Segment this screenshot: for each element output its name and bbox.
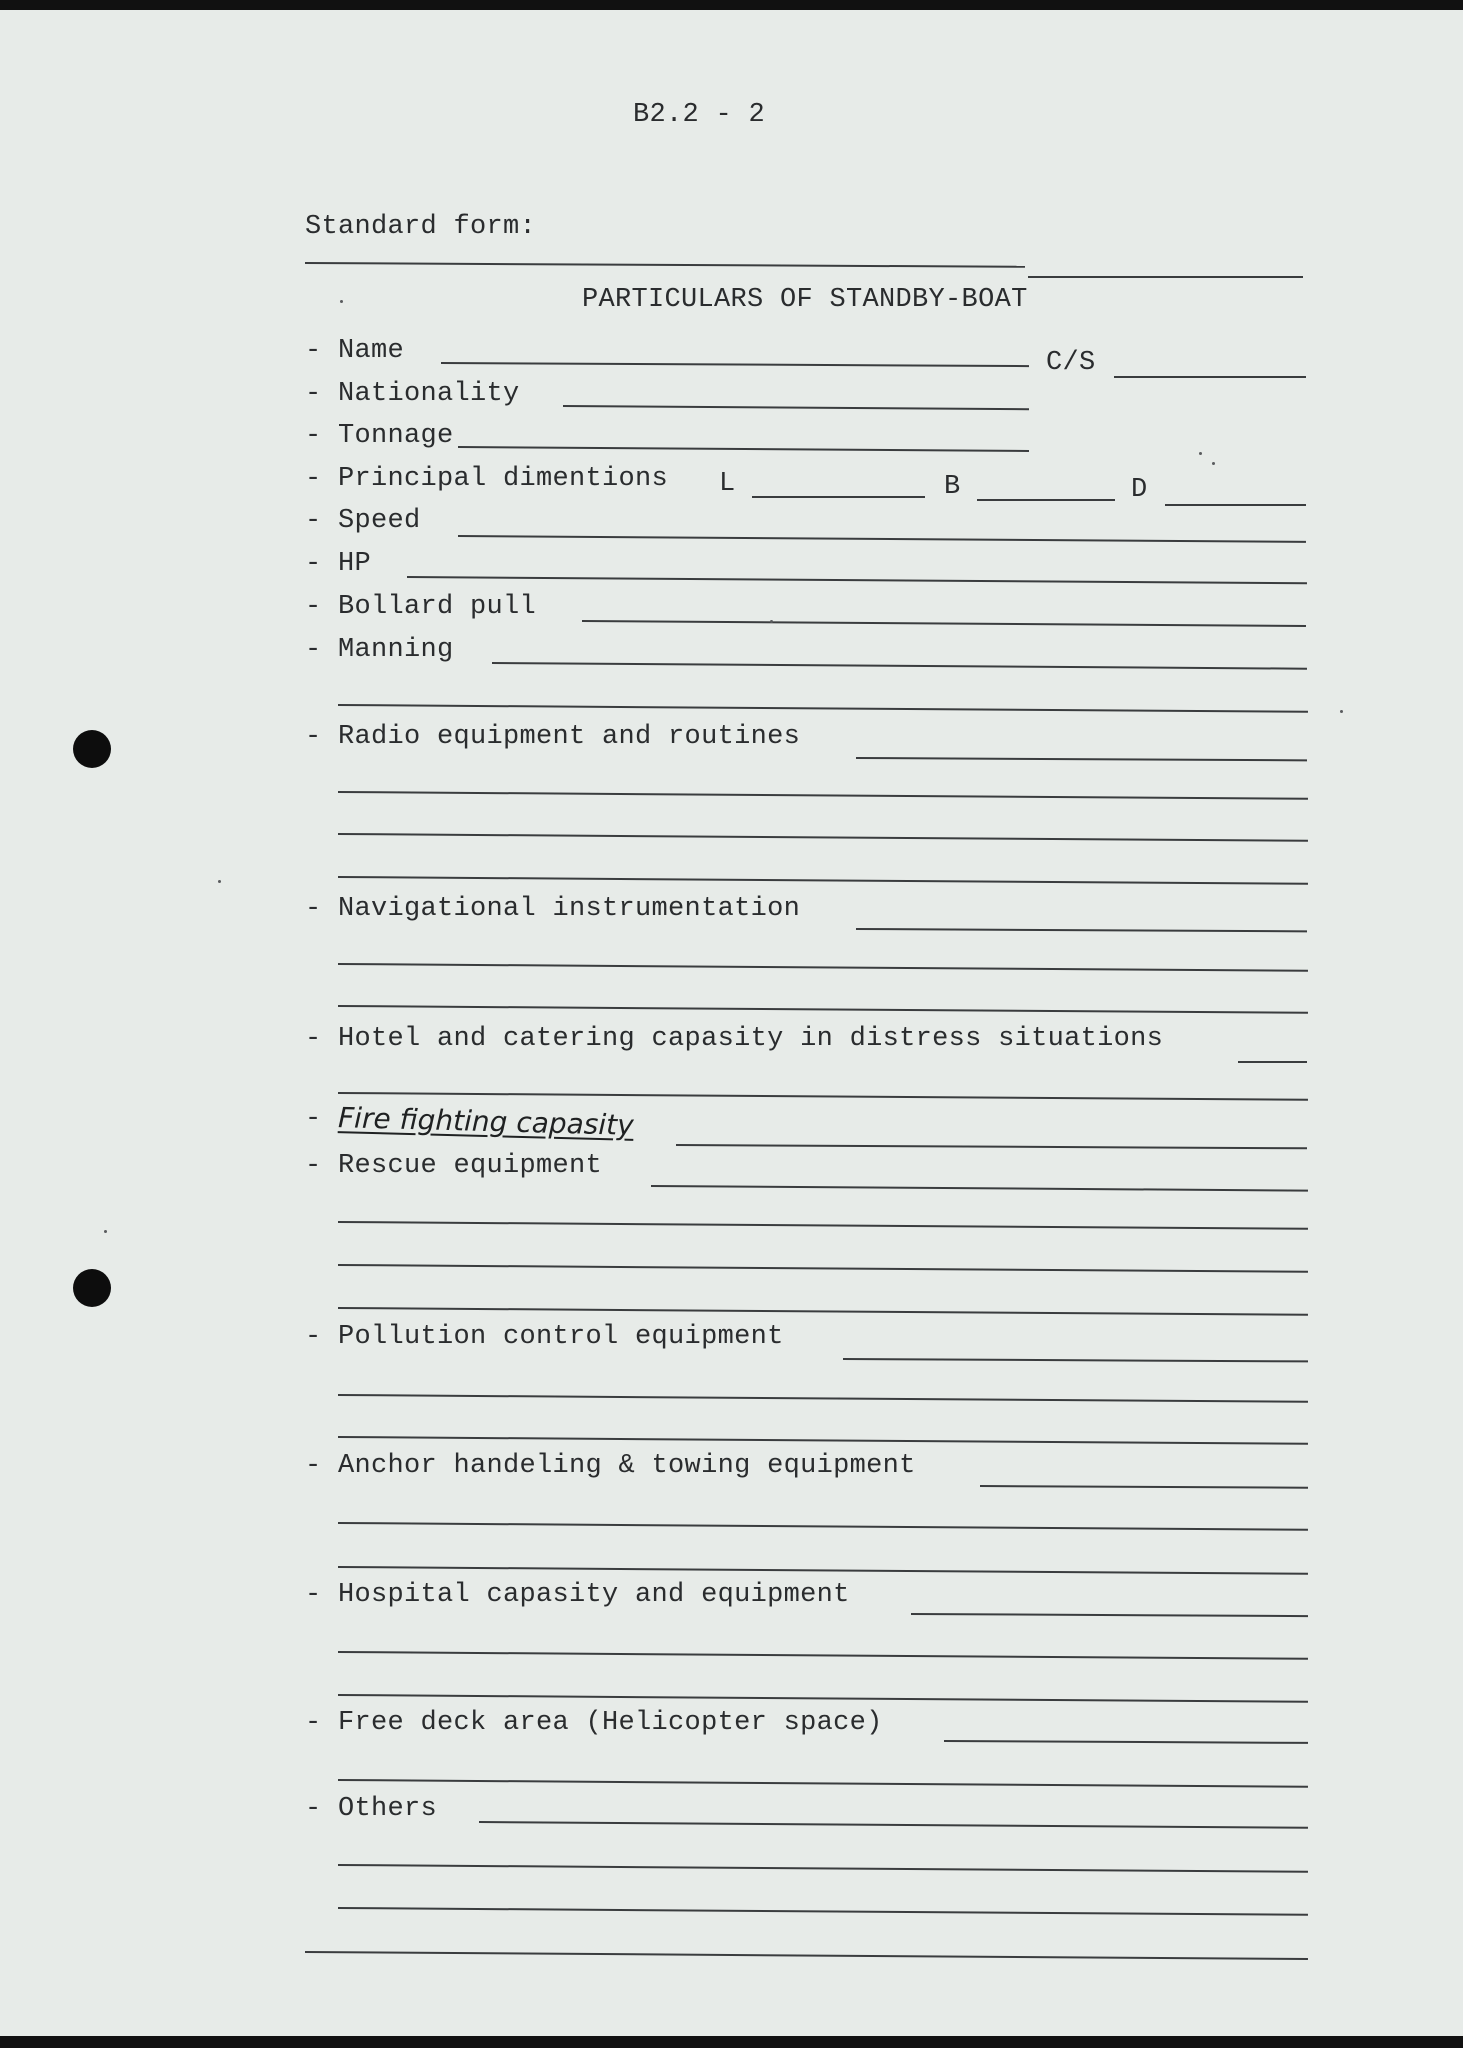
navigational-field-line[interactable] (338, 1005, 1308, 1014)
scan-speck (1340, 710, 1343, 713)
binder-hole-top (73, 730, 111, 768)
rescue-field-line[interactable] (651, 1185, 1308, 1192)
speed-field-line[interactable] (458, 535, 1306, 543)
hotel-catering-field-line[interactable] (1238, 1061, 1307, 1063)
radio-field-line[interactable] (338, 833, 1308, 842)
pollution-field-line[interactable] (338, 1394, 1308, 1403)
dimention-d-field-line[interactable] (1165, 504, 1306, 506)
dimention-b-field-line[interactable] (977, 499, 1115, 501)
others-label: - Others (305, 1794, 438, 1824)
hospital-field-line[interactable] (338, 1651, 1308, 1660)
nationality-field-line[interactable] (563, 405, 1029, 410)
others-field-line[interactable] (338, 1864, 1308, 1873)
bollard-pull-label: - Bollard pull (305, 592, 537, 622)
anchor-handeling-label: - Anchor handeling & towing equipment (305, 1451, 916, 1481)
free-deck-field-line[interactable] (338, 1779, 1308, 1788)
speed-label: - Speed (305, 506, 421, 536)
anchor-field-line[interactable] (338, 1566, 1308, 1575)
anchor-field-line[interactable] (980, 1485, 1308, 1489)
pollution-field-line[interactable] (338, 1436, 1308, 1445)
radio-field-line[interactable] (338, 876, 1308, 885)
scan-speck (104, 1230, 107, 1233)
free-deck-field-line[interactable] (944, 1740, 1308, 1744)
page-reference: B2.2 - 2 (633, 100, 766, 130)
tonnage-field-line[interactable] (458, 446, 1029, 452)
name-field-line[interactable] (441, 362, 1029, 367)
fire-fighting-handwritten-label: Fire fighting capasity (337, 1101, 635, 1142)
scan-speck (1199, 452, 1202, 455)
rule-line (305, 262, 1025, 268)
tonnage-label: - Tonnage (305, 421, 454, 451)
principal-dimentions-label: - Principal dimentions (305, 464, 669, 494)
free-deck-area-label: - Free deck area (Helicopter space) (305, 1708, 883, 1738)
manning-field-line[interactable] (492, 662, 1307, 670)
manning-field-line[interactable] (338, 704, 1308, 713)
navigational-field-line[interactable] (856, 928, 1307, 932)
dimention-l-label: L (719, 469, 736, 499)
scan-speck (340, 300, 343, 303)
dimention-d-label: D (1131, 475, 1148, 505)
hp-label: - HP (305, 549, 372, 579)
radio-field-line[interactable] (338, 791, 1308, 800)
hp-field-line[interactable] (407, 576, 1307, 584)
dimention-l-field-line[interactable] (752, 496, 925, 498)
hotel-catering-field-line[interactable] (338, 1092, 1308, 1101)
hotel-catering-label: - Hotel and catering capasity in distress situations (305, 1024, 1164, 1054)
manning-label: - Manning (305, 635, 454, 665)
pollution-control-label: - Pollution control equipment (305, 1322, 784, 1352)
callsign-field-line[interactable] (1114, 376, 1306, 378)
binder-hole-bottom (73, 1269, 111, 1307)
callsign-label: C/S (1046, 348, 1096, 378)
fire-fighting-field-line[interactable] (676, 1144, 1307, 1149)
form-page (0, 10, 1463, 2036)
rescue-field-line[interactable] (338, 1264, 1308, 1273)
others-field-line[interactable] (338, 1907, 1308, 1916)
nationality-label: - Nationality (305, 379, 520, 409)
bollard-pull-field-line[interactable] (582, 620, 1306, 627)
hospital-capasity-label: - Hospital capasity and equipment (305, 1580, 850, 1610)
closing-rule-line (305, 1951, 1308, 1960)
rescue-equipment-label: - Rescue equipment (305, 1151, 603, 1181)
pollution-field-line[interactable] (843, 1358, 1308, 1362)
navigational-field-line[interactable] (338, 963, 1308, 972)
fire-fighting-dash: - (305, 1104, 322, 1134)
rescue-field-line[interactable] (338, 1221, 1308, 1230)
hospital-field-line[interactable] (338, 1694, 1308, 1703)
others-field-line[interactable] (479, 1821, 1308, 1829)
anchor-field-line[interactable] (338, 1522, 1308, 1531)
radio-field-line[interactable] (856, 757, 1307, 761)
scan-speck (1212, 462, 1215, 465)
scan-speck (770, 620, 773, 623)
standard-form-label: Standard form: (305, 212, 537, 242)
rescue-field-line[interactable] (338, 1307, 1308, 1316)
scan-speck (218, 880, 221, 883)
name-label: - Name (305, 336, 405, 366)
radio-equipment-label: - Radio equipment and routines (305, 722, 801, 752)
dimention-b-label: B (944, 472, 961, 502)
form-title: PARTICULARS OF STANDBY-BOAT (582, 285, 1028, 315)
hospital-field-line[interactable] (911, 1613, 1308, 1617)
navigational-instrumentation-label: - Navigational instrumentation (305, 894, 801, 924)
rule-line (1028, 276, 1303, 278)
